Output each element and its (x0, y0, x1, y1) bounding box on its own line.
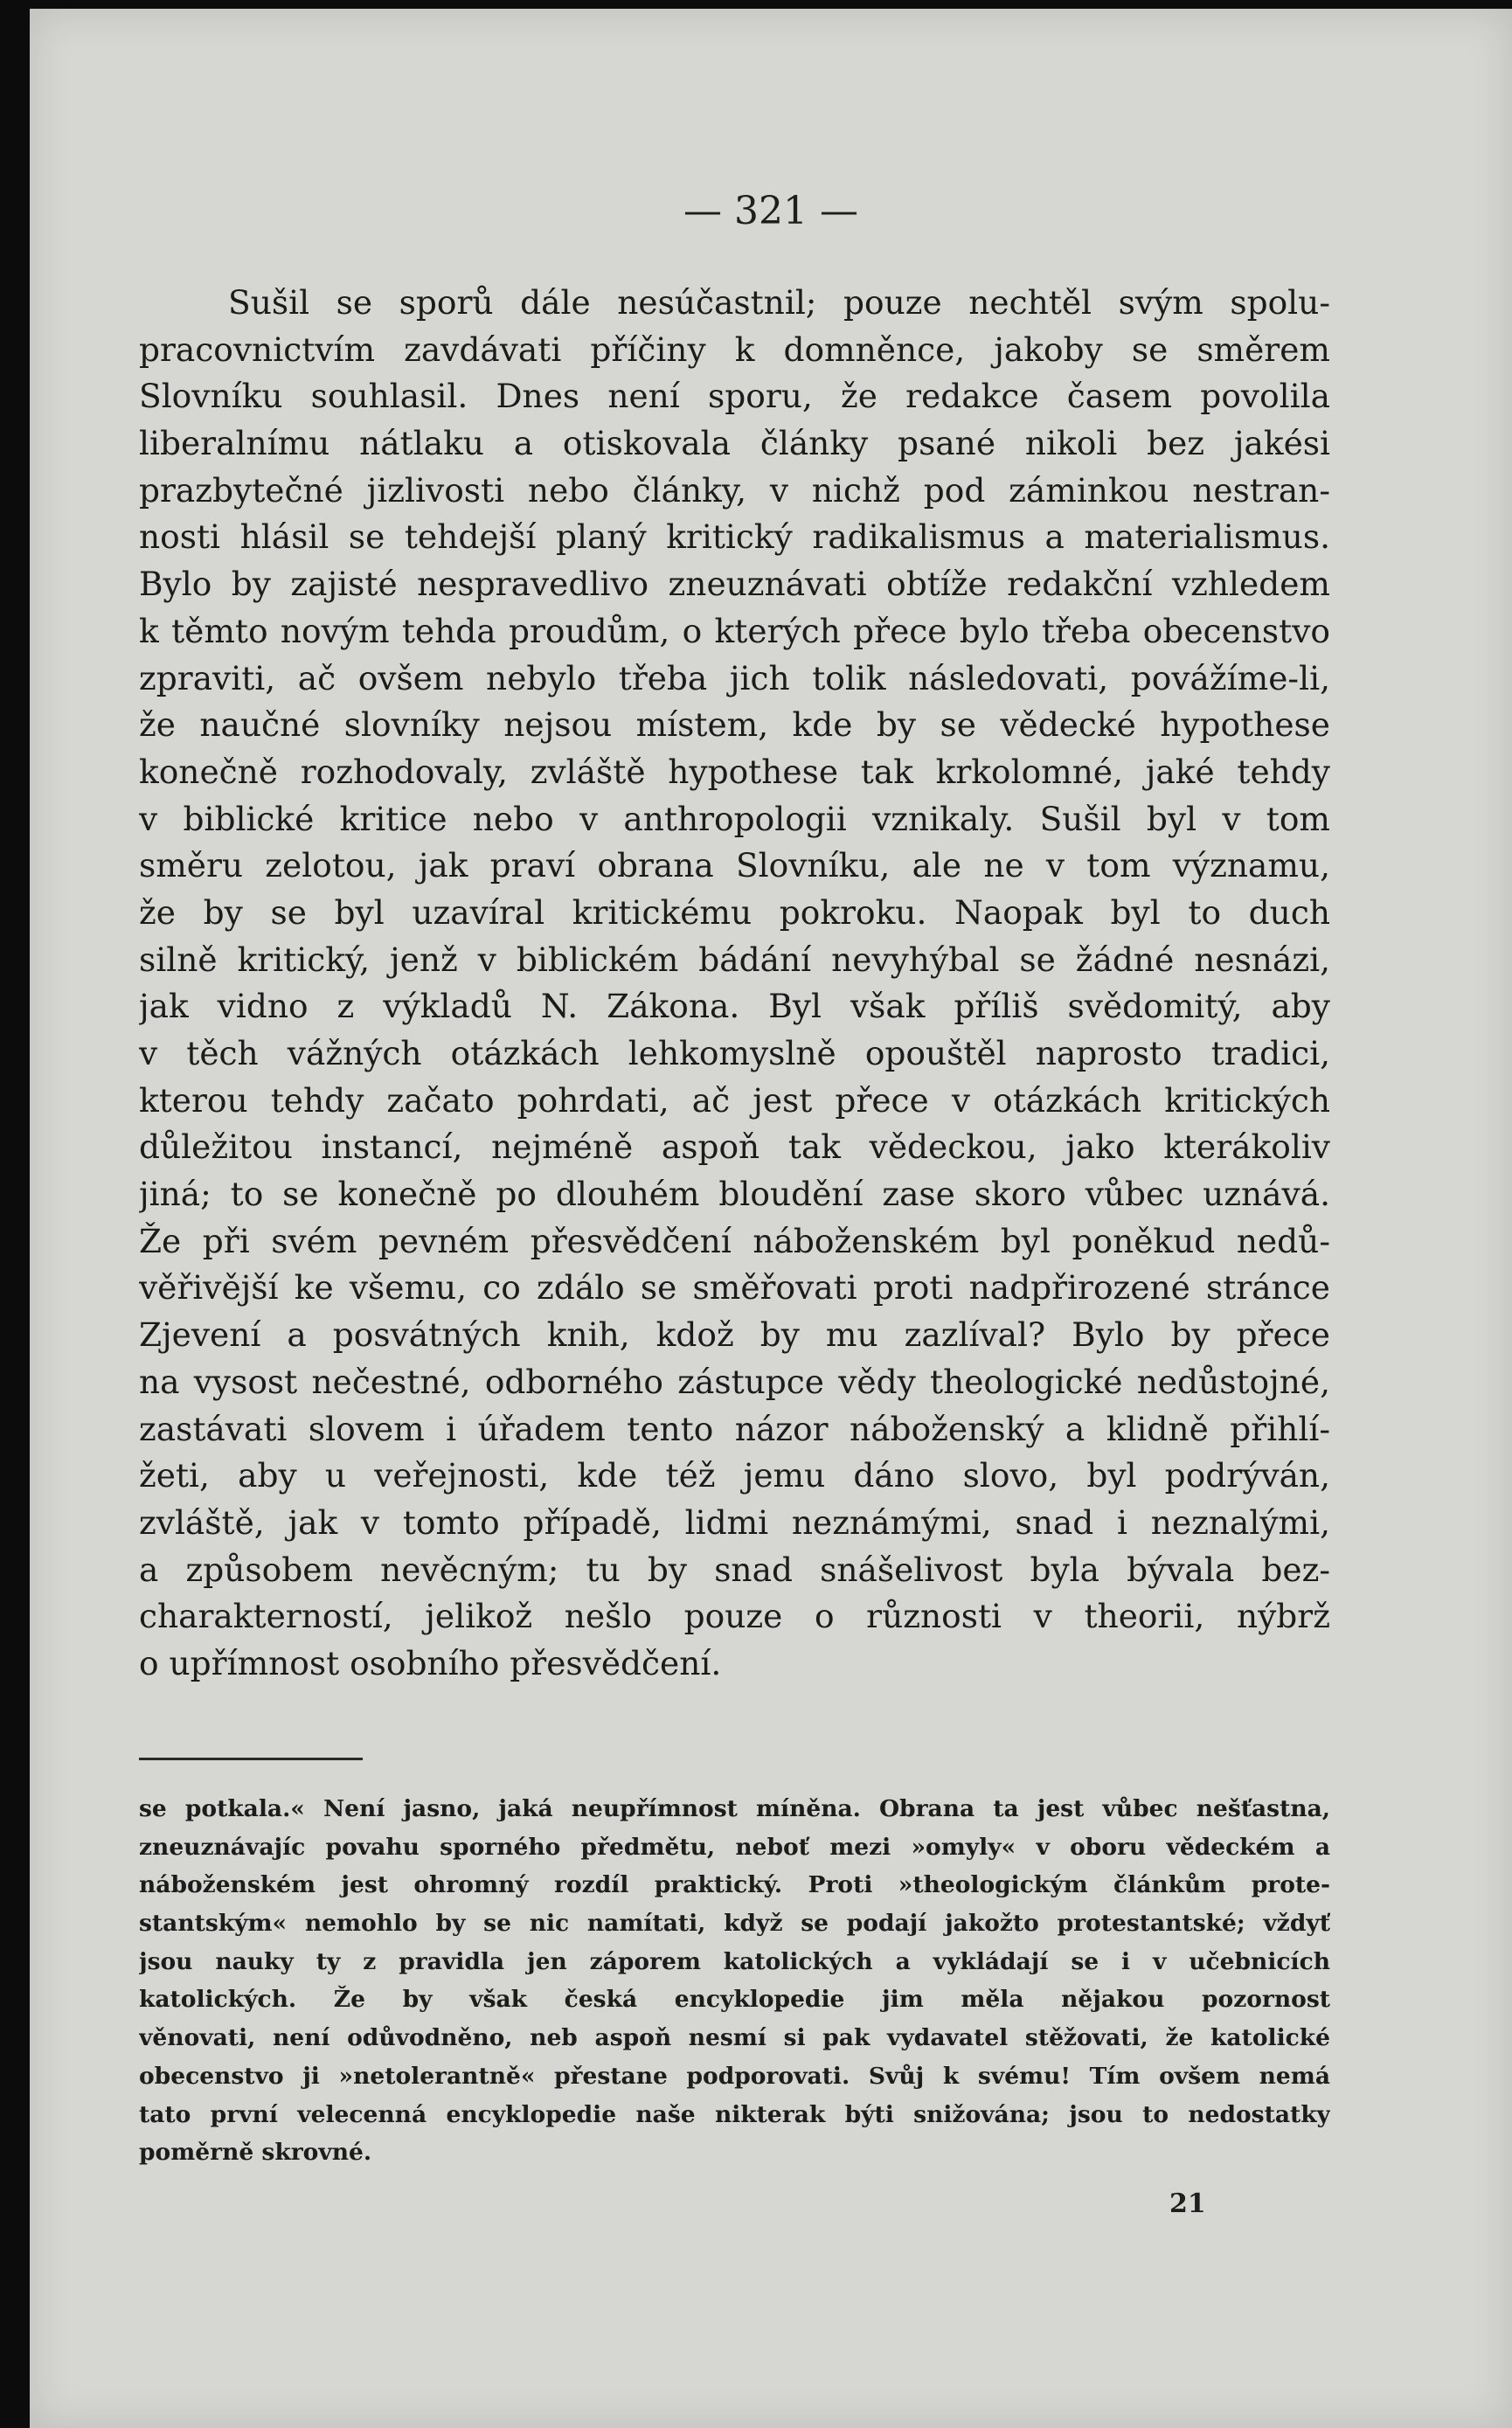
text-line: v biblické kritice nebo v anthropologii vznikaly. Sušil byl v tom (139, 799, 1330, 838)
printer-signature: 21 (1169, 2189, 1206, 2219)
text-line: zvláště, jak v tomto případě, lidmi neznámými, snad i neznalými, (139, 1502, 1330, 1542)
text-line: v těch vážných otázkách lehkomyslně opouštěl naprosto tradici, (139, 1034, 1330, 1072)
text-line: prazbytečné jizlivosti nebo články, v nichž pod záminkou nestran- (139, 470, 1330, 510)
page-number: — 321 — (683, 189, 858, 233)
book-page (30, 9, 1512, 2428)
text-line: a způsobem nevěcným; tu by snad snášelivost byla bývala bez- (139, 1550, 1330, 1589)
footnote-line: poměrně skrovné. (139, 2139, 372, 2167)
text-line: k těmto novým tehda proudům, o kterých přece bylo třeba obecenstvo (139, 611, 1330, 650)
text-line: charakterností, jelikož nešlo pouze o různosti v theorii, nýbrž (139, 1597, 1330, 1636)
text-line: konečně rozhodovaly, zvláště hypothese tak krkolomné, jaké tehdy (139, 752, 1330, 791)
footnote-line: náboženském jest ohromný rozdíl praktický. Proti »theologickým článkům prote- (139, 1871, 1330, 1899)
text-line: zpraviti, ač ovšem nebylo třeba jich tolik následovati, povážíme-li, (139, 658, 1330, 697)
text-line: žeti, aby u veřejnosti, kde též jemu dáno slovo, byl podrýván, (139, 1456, 1330, 1495)
text-line: nosti hlásil se tehdejší planý kritický radikalismus a materialismus. (139, 517, 1330, 557)
footnote-line: stantským« nemohlo by se nic namítati, když se podají jakožto protestantské; vždyť (139, 1910, 1330, 1938)
footnote-line: se potkala.« Není jasno, jaká neupřímnost míněna. Obrana ta jest vůbec nešťastna, (139, 1795, 1330, 1822)
footnote-line: tato první velecenná encyklopedie naše nikterak býti snižována; jsou to nedostatky (139, 2100, 1330, 2128)
text-line: jiná; to se konečně po dlouhém bloudění zase skoro vůbec uznává. (139, 1175, 1330, 1214)
footnote (139, 1790, 1330, 2172)
text-line: pracovnictvím zavdávati příčiny k domněnce, jakoby se směrem (139, 330, 1330, 369)
main-paragraph (139, 280, 1330, 1688)
text-line: Sušil se sporů dále nesúčastnil; pouze nechtěl svým spolu- (228, 283, 1330, 322)
text-line: Zjevení a posvátných knih, kdož by mu zazlíval? Bylo by přece (139, 1315, 1330, 1355)
text-line: kterou tehdy začato pohrdati, ač jest přece v otázkách kritických (139, 1080, 1330, 1120)
text-line: na vysost nečestné, odborného zástupce vědy theologické nedůstojné, (139, 1362, 1330, 1401)
text-line: zastávati slovem i úřadem tento názor náboženský a klidně přihlí- (139, 1409, 1330, 1448)
text-line: důležitou instancí, nejméně aspoň tak vědeckou, jako kterákoliv (139, 1127, 1330, 1167)
text-line: Že při svém pevném přesvědčení náboženském byl poněkud nedů- (139, 1221, 1330, 1260)
text-line: směru zelotou, jak praví obrana Slovníku, ale ne v tom významu, (139, 846, 1330, 885)
footnote-divider (139, 1758, 363, 1760)
footnote-line: věnovati, není odůvodněno, neb aspoň nesmí si pak vydavatel stěžovati, že katolické (139, 2024, 1330, 2052)
text-line: Bylo by zajisté nespravedlivo zneuznávati obtíže redakční vzhledem (139, 565, 1330, 604)
text-line: jak vidno z výkladů N. Zákona. Byl však příliš svědomitý, aby (139, 987, 1330, 1026)
text-line: silně kritický, jenž v biblickém bádání nevyhýbal se žádné nesnázi, (139, 940, 1330, 979)
footnote-line: zneuznávajíc povahu sporného předmětu, neboť mezi »omyly« v oboru vědeckém a (139, 1833, 1330, 1861)
text-line: liberalnímu nátlaku a otiskovala články psané nikoli bez jakési (139, 424, 1330, 463)
text-line: věřivější ke všemu, co zdálo se směřovati proti nadpřirozené stránce (139, 1268, 1330, 1308)
text-line: že naučné slovníky nejsou místem, kde by se vědecké hypothese (139, 705, 1330, 745)
text-line: Slovníku souhlasil. Dnes není sporu, že redakce časem povolila (139, 377, 1330, 416)
footnote-line: katolických. Že by však česká encyklopedie jim měla nějakou pozornost (139, 1986, 1330, 2014)
text-line: o upřímnost osobního přesvědčení. (139, 1643, 722, 1682)
text-line: že by se byl uzavíral kritickému pokroku. Naopak byl to duch (139, 892, 1330, 932)
footnote-line: obecenstvo ji »netolerantně« přestane podporovati. Svůj k svému! Tím ovšem nemá (139, 2062, 1330, 2090)
footnote-line: jsou nauky ty z pravidla jen záporem katolických a vykládají se i v učebnicích (139, 1947, 1330, 1975)
